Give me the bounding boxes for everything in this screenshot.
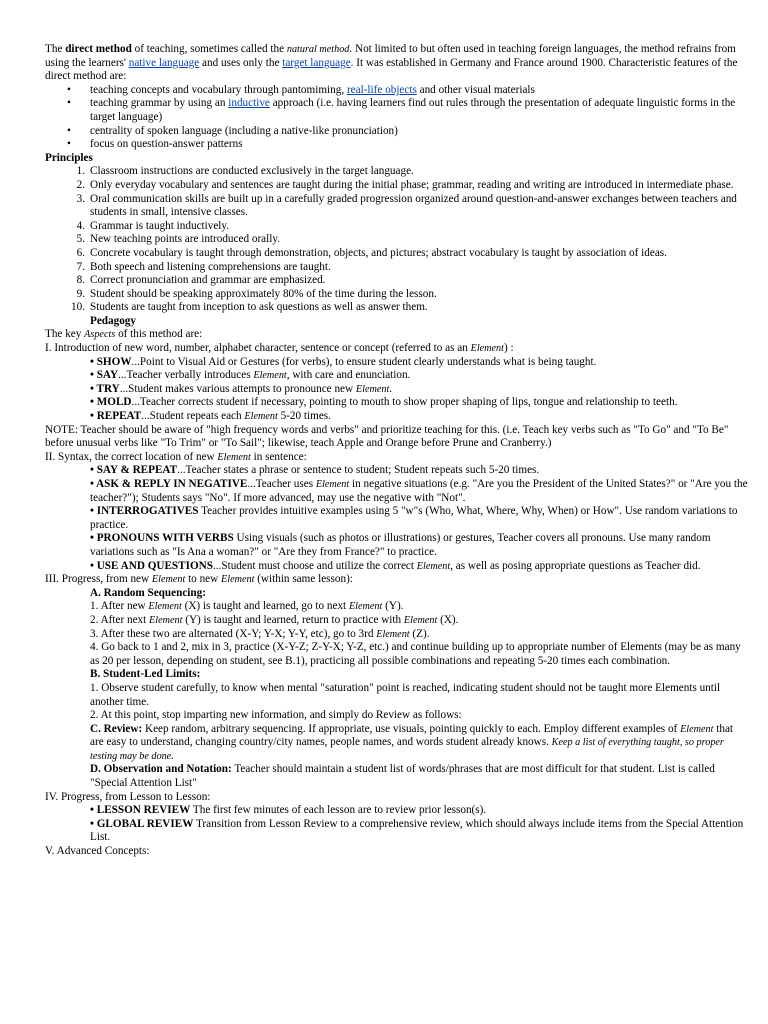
repeat-label: • REPEAT (90, 410, 142, 423)
review-italic-note: Keep a list of everything taught, so proper testing may be done. (90, 737, 724, 762)
element-term: Element (149, 614, 183, 626)
text: 5-20 times. (277, 410, 331, 423)
principle-number: 3. (76, 192, 85, 205)
principle-text: Correct pronunciation and grammar are emphasized. (90, 274, 326, 287)
principle-number: 9. (76, 287, 85, 300)
text: Transition from Lesson Review to a comprehensive review, which should always include items from the Special Attention List. (90, 817, 744, 844)
random-step-2 (45, 614, 748, 628)
text: (Y). (382, 600, 404, 613)
text: ...Teacher uses (247, 478, 316, 490)
principles-list (45, 165, 748, 315)
text: to new (185, 573, 222, 586)
principle-item (45, 274, 748, 288)
pronouns-step (45, 532, 748, 559)
text: 1. After new (90, 600, 149, 613)
intro-text: and uses only the (199, 56, 283, 69)
principle-item (45, 165, 748, 179)
principle-item (45, 261, 748, 275)
try-label: • TRY (90, 382, 120, 395)
list-item (45, 97, 748, 124)
inductive-link[interactable]: inductive (228, 97, 270, 110)
feature-text: centrality of spoken language (including a native-like pronunciation) (90, 124, 398, 137)
element-term: Element (217, 451, 251, 463)
principle-item (45, 288, 748, 302)
principle-number: 7. (76, 260, 85, 273)
features-list (45, 84, 748, 152)
feature-text: approach (i.e. having learners find out rules through the presentation of adequate linguistic forms in the target language) (90, 97, 736, 123)
feature-text: teaching concepts and vocabulary through pantomiming, (90, 83, 347, 96)
random-step-1 (45, 600, 748, 614)
principle-item (45, 301, 748, 315)
text: The first few minutes of each lesson are to review prior lesson(s). (190, 804, 487, 817)
text: ) : (503, 342, 514, 355)
note-paragraph: NOTE: Teacher should be aware of "high frequency words and verbs" and prioritize teaching for this. (i.e. Teach key verbs such as "To Go" and "To Be" before unusual verbs like "To Trim" or "To Sail"; likewise, teach Apple and Orange before Prune and Cranberry.) (45, 423, 729, 450)
intro-text: The (45, 43, 66, 55)
text: Using visuals (such as photos or illustrations) or gestures, Teacher covers all pronouns. Use many random variations such as "Is Ana a woman?" or "Are they from France?" to practice. (90, 532, 711, 558)
repeat-step (45, 410, 748, 424)
real-life-objects-link[interactable]: real-life objects (346, 83, 417, 96)
limits-step-2: 2. At this point, stop imparting new information, and simply do Review as follows: (90, 709, 462, 722)
try-step (45, 383, 748, 397)
principle-number: 5. (76, 233, 85, 246)
element-term: Element (221, 574, 255, 586)
element-term: Element (348, 601, 383, 613)
principle-text: Student should be speaking approximately 80% of the time during the lesson. (90, 287, 437, 300)
target-language-link[interactable]: target language (282, 56, 351, 69)
text: Keep random, arbitrary sequencing. If appropriate, use visuals, pointing quickly to each. Employ different examples of (142, 722, 681, 735)
say-repeat-label: • SAY & REPEAT (90, 464, 178, 477)
review-label: C. Review: (90, 722, 143, 735)
use-questions-step (45, 560, 748, 574)
review-paragraph (45, 723, 748, 764)
natural-method-term: natural method (286, 44, 350, 55)
limits-step-1: 1. Observe student carefully, to know when mental "saturation" point is reached, indicating student should not be taught more Elements until another time. (90, 681, 721, 708)
bullet-icon: • (67, 97, 71, 110)
direct-method-term: direct method (65, 43, 132, 55)
observation-label: D. Observation and Notation: (90, 763, 232, 776)
element-term: Element (403, 614, 438, 626)
section-iv-heading: IV. Progress, from Lesson to Lesson: (45, 790, 211, 803)
element-term: Element (470, 343, 504, 355)
bullet-icon: • (67, 124, 71, 137)
section-ii-heading (45, 451, 748, 465)
principle-text: Both speech and listening comprehensions are taught. (90, 260, 331, 273)
student-led-limits-heading: B. Student-Led Limits: (90, 668, 201, 681)
text: 2. After next (90, 613, 150, 626)
principle-item (45, 247, 748, 261)
native-language-link[interactable]: native language (128, 56, 200, 69)
observation-paragraph (45, 763, 748, 790)
text: in negative situations (e.g. "Are you the President of the United States?" or "Are you the teacher?"); Students says "No". If more advanced, may use the negative with "Not". (90, 478, 748, 504)
intro-text: . It was established in Germany and France around 1900. Characteristic features of the direct method are: (45, 56, 738, 83)
principle-text: Only everyday vocabulary and sentences are taught during the initial phase; grammar, reading and writing are introduced in intermediate phase. (90, 178, 734, 191)
feature-text: and other visual materials (416, 83, 535, 96)
text: ...Teacher states a phrase or sentence to student; Student repeats such 5-20 times. (177, 464, 540, 477)
text: Teacher provides intuitive examples using 5 "w"s (Who, What, Where, Why, When) or How". Use random variations to practice. (90, 505, 738, 531)
aspects-term: Aspects (84, 329, 116, 341)
section-i-heading (45, 342, 748, 356)
text: (within same lesson): (254, 573, 353, 586)
show-step (45, 356, 748, 370)
list-item (45, 84, 748, 98)
show-label: • SHOW (90, 355, 132, 368)
bullet-icon: • (67, 83, 71, 96)
text: (X). (437, 613, 459, 626)
text: of this method are: (115, 328, 203, 341)
principle-text: Oral communication skills are built up in a carefully graded progression organized around question-and-answer exchanges between teachers and students in small, intensive classes. (90, 192, 737, 219)
element-term: Element (315, 479, 350, 490)
global-review-label: • GLOBAL REVIEW (90, 817, 194, 830)
principle-text: Concrete vocabulary is taught through demonstration, objects, and pictures; abstract vocabulary is taught by association of ideas. (90, 246, 667, 259)
interrogatives-label: • INTERROGATIVES (90, 505, 199, 518)
feature-text: teaching grammar by using an (90, 97, 229, 110)
principle-item (45, 193, 748, 220)
text: The key (45, 328, 85, 341)
element-term: Element (244, 411, 278, 423)
element-term: Element (355, 383, 390, 395)
text: , with care and enunciation. (286, 369, 411, 382)
principle-item (45, 179, 748, 193)
pronouns-label: • PRONOUNS WITH VERBS (90, 532, 234, 545)
element-term: Element (376, 628, 410, 640)
bullet-icon: • (67, 138, 71, 151)
principle-item (45, 220, 748, 234)
use-questions-label: • USE AND QUESTIONS (90, 559, 213, 572)
say-step (45, 369, 748, 383)
element-term: Element (148, 601, 182, 613)
text: ...Teacher verbally introduces (118, 369, 254, 382)
random-sequencing-heading: A. Random Sequencing: (90, 586, 206, 599)
text: (X) is taught and learned, go to next (181, 600, 349, 613)
lesson-review-step (45, 804, 748, 818)
global-review-step (45, 818, 748, 845)
principle-text: Students are taught from inception to ask questions as well as answer them. (90, 301, 428, 314)
feature-text: focus on question-answer patterns (90, 138, 243, 151)
text: II. Syntax, the correct location of new (45, 450, 218, 463)
principle-text: New teaching points are introduced orally. (90, 233, 281, 246)
text: I. Introduction of new word, number, alphabet character, sentence or concept (referred to as an (45, 342, 471, 355)
ask-negative-step (45, 478, 748, 505)
principle-number: 4. (76, 219, 85, 232)
text: III. Progress, from new (45, 573, 152, 586)
intro-text: of teaching, sometimes called the (131, 43, 287, 55)
principles-heading: Principles (45, 151, 93, 164)
text: (Y) is taught and learned, return to practice with (182, 613, 404, 626)
text: , as well as posing appropriate questions as Teacher did. (450, 559, 701, 572)
text: . (389, 382, 393, 395)
principle-text: Classroom instructions are conducted exclusively in the target language. (90, 165, 414, 178)
text: (Z). (409, 627, 430, 640)
principle-number: 8. (76, 274, 85, 287)
list-item (45, 138, 748, 152)
element-term: Element (151, 574, 186, 586)
text: that are easy to understand, changing country/city names, people names, and words student already knows. (90, 722, 734, 749)
lesson-review-label: • LESSON REVIEW (90, 804, 191, 817)
intro-text: . Not limited to but often used in teaching foreign languages, the method refrains from using the learners' (45, 43, 736, 69)
principle-number: 2. (76, 178, 85, 191)
mold-step (45, 396, 748, 410)
element-term: Element (416, 560, 451, 572)
list-item (45, 125, 748, 139)
element-term: Element (680, 723, 714, 735)
key-aspects-line (45, 328, 748, 342)
principle-number: 1. (76, 165, 85, 178)
element-term: Element (253, 370, 287, 382)
text: ...Student repeats each (141, 410, 245, 423)
mold-label: • MOLD (90, 396, 132, 409)
text: ...Student makes various attempts to pronounce new (119, 382, 356, 395)
ask-negative-label: • ASK & REPLY IN NEGATIVE (90, 478, 248, 490)
principle-number: 6. (76, 246, 85, 259)
text: Teacher should maintain a student list of words/phrases that are most difficult for that student. List is called "Special Attention List" (90, 763, 715, 790)
text: ...Point to Visual Aid or Gestures (for verbs), to ensure student clearly understands what is being taught. (131, 355, 597, 368)
pedagogy-heading: Pedagogy (90, 314, 136, 327)
random-step-3 (45, 628, 748, 642)
section-iii-heading (45, 573, 748, 587)
interrogatives-step (45, 505, 748, 532)
text: ...Student must choose and utilize the correct (212, 559, 417, 572)
principle-item (45, 233, 748, 247)
say-label: • SAY (90, 369, 119, 382)
say-repeat-step (45, 464, 748, 478)
intro-paragraph (45, 43, 748, 84)
text: ...Teacher corrects student if necessary, pointing to mouth to show proper shaping of lips, tongue and relationship to teeth. (131, 396, 678, 409)
random-step-4: 4. Go back to 1 and 2, mix in 3, practice (X-Y-Z; Z-Y-X; Y-Z, etc.) and continue building up to appropriate number of Elements (may be as many as 20 per lesson, depending on student, see B.1), practicing all possible combinations and repeating 5-20 times each combination. (90, 641, 741, 667)
text: in sentence: (250, 450, 307, 463)
section-v-heading: V. Advanced Concepts: (45, 845, 150, 858)
text: 3. After these two are alternated (X-Y; Y-X; Y-Y, etc), go to 3rd (90, 627, 377, 640)
principle-number: 10. (71, 301, 85, 314)
principle-text: Grammar is taught inductively. (90, 219, 230, 232)
